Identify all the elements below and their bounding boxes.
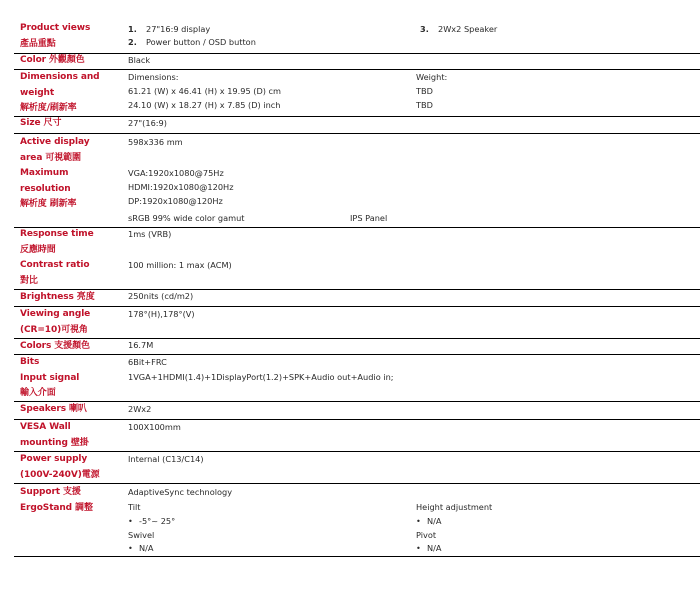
adaptive-sync-value: AdaptiveSync technology — [128, 487, 233, 497]
row-value: 27"(16:9) — [128, 118, 167, 128]
weight-heading: Weight: — [416, 72, 448, 82]
resolution-vga: VGA:1920x1080@75Hz — [128, 168, 224, 178]
spec-row-colors — [14, 338, 700, 355]
row-value: 100X100mm — [128, 422, 181, 432]
weight-value: TBD — [416, 100, 433, 110]
row-label: Active display area 可視範圍 Maximum resolution 解析度 刷新率 — [20, 137, 90, 209]
spec-row-support — [14, 483, 700, 557]
input-signal-value: 1VGA+1HDMI(1.4)+1DisplayPort(1.2)+SPK+Audio out+Audio in; — [128, 372, 394, 382]
tilt-heading: Tilt — [128, 502, 141, 512]
row-label: Speakers 喇叭 — [20, 404, 87, 414]
swivel-value: • N/A — [128, 543, 154, 553]
row-value: 178°(H),178°(V) — [128, 309, 195, 319]
dimensions-heading: Dimensions: — [128, 72, 179, 82]
row-value: 2Wx2 — [128, 404, 152, 414]
row-label: Support 支援 ErgoStand 調整 — [20, 487, 93, 513]
spec-row-bits-input — [14, 354, 700, 402]
row-label: Product views 產品重點 — [20, 23, 91, 49]
row-label: VESA Wall mounting 壁掛 — [20, 422, 89, 448]
bits-value: 6Bit+FRC — [128, 357, 167, 367]
row-label: Power supply (100V-240V)電源 — [20, 454, 100, 480]
weight-value: TBD — [416, 86, 433, 96]
row-label: Bits Input signal 輸入介面 — [20, 357, 80, 398]
row-label: Colors 支援顏色 — [20, 341, 90, 351]
row-label: Dimensions and weight 解析度/刷新率 — [20, 72, 100, 113]
spec-row-brightness — [14, 289, 700, 307]
response-time-value: 1ms (VRB) — [128, 229, 172, 239]
spec-row-dimensions — [14, 69, 700, 117]
pivot-heading: Pivot — [416, 530, 437, 540]
row-label: Viewing angle (CR=10)可視角 — [20, 309, 91, 335]
dimensions-cm: 61.21 (W) x 46.41 (H) x 19.95 (D) cm — [128, 86, 282, 96]
row-value: 16.7M — [128, 340, 154, 350]
spec-row-power — [14, 451, 700, 484]
pivot-value: • N/A — [416, 543, 442, 553]
row-label: Response time 反應時間 Contrast ratio 對比 — [20, 229, 94, 286]
row-label: Color 外觀顏色 — [20, 55, 85, 65]
feature-item: 1. 27"16:9 display — [128, 24, 211, 34]
row-value: Black — [128, 55, 151, 65]
spec-row-response-contrast — [14, 227, 700, 290]
row-value: Internal (C13/C14) — [128, 454, 204, 464]
spec-row-vesa — [14, 419, 700, 452]
color-gamut: sRGB 99% wide color gamut — [128, 213, 245, 223]
height-adjustment-value: • N/A — [416, 516, 442, 526]
dimensions-inch: 24.10 (W) x 18.27 (H) x 7.85 (D) inch — [128, 100, 281, 110]
resolution-hdmi: HDMI:1920x1080@120Hz — [128, 182, 234, 192]
feature-item: 2. Power button / OSD button — [128, 37, 256, 47]
spec-row-display — [14, 133, 700, 228]
spec-row-viewing-angle — [14, 306, 700, 339]
active-area-value: 598x336 mm — [128, 137, 183, 147]
spec-row-speakers — [14, 401, 700, 420]
height-adjustment-heading: Height adjustment — [416, 502, 493, 512]
spec-row-color — [14, 53, 700, 70]
tilt-value: • -5°~ 25° — [128, 516, 176, 526]
spec-row-size — [14, 116, 700, 134]
resolution-dp: DP:1920x1080@120Hz — [128, 196, 223, 206]
row-label: Size 尺寸 — [20, 118, 62, 128]
row-label: Brightness 亮度 — [20, 292, 95, 302]
spec-row-product-views — [14, 20, 700, 54]
swivel-heading: Swivel — [128, 530, 155, 540]
contrast-value: 100 million: 1 max (ACM) — [128, 260, 232, 270]
row-value: 250nits (cd/m2) — [128, 291, 194, 301]
panel-type: IPS Panel — [350, 213, 388, 223]
feature-item: 3. 2Wx2 Speaker — [420, 24, 498, 34]
